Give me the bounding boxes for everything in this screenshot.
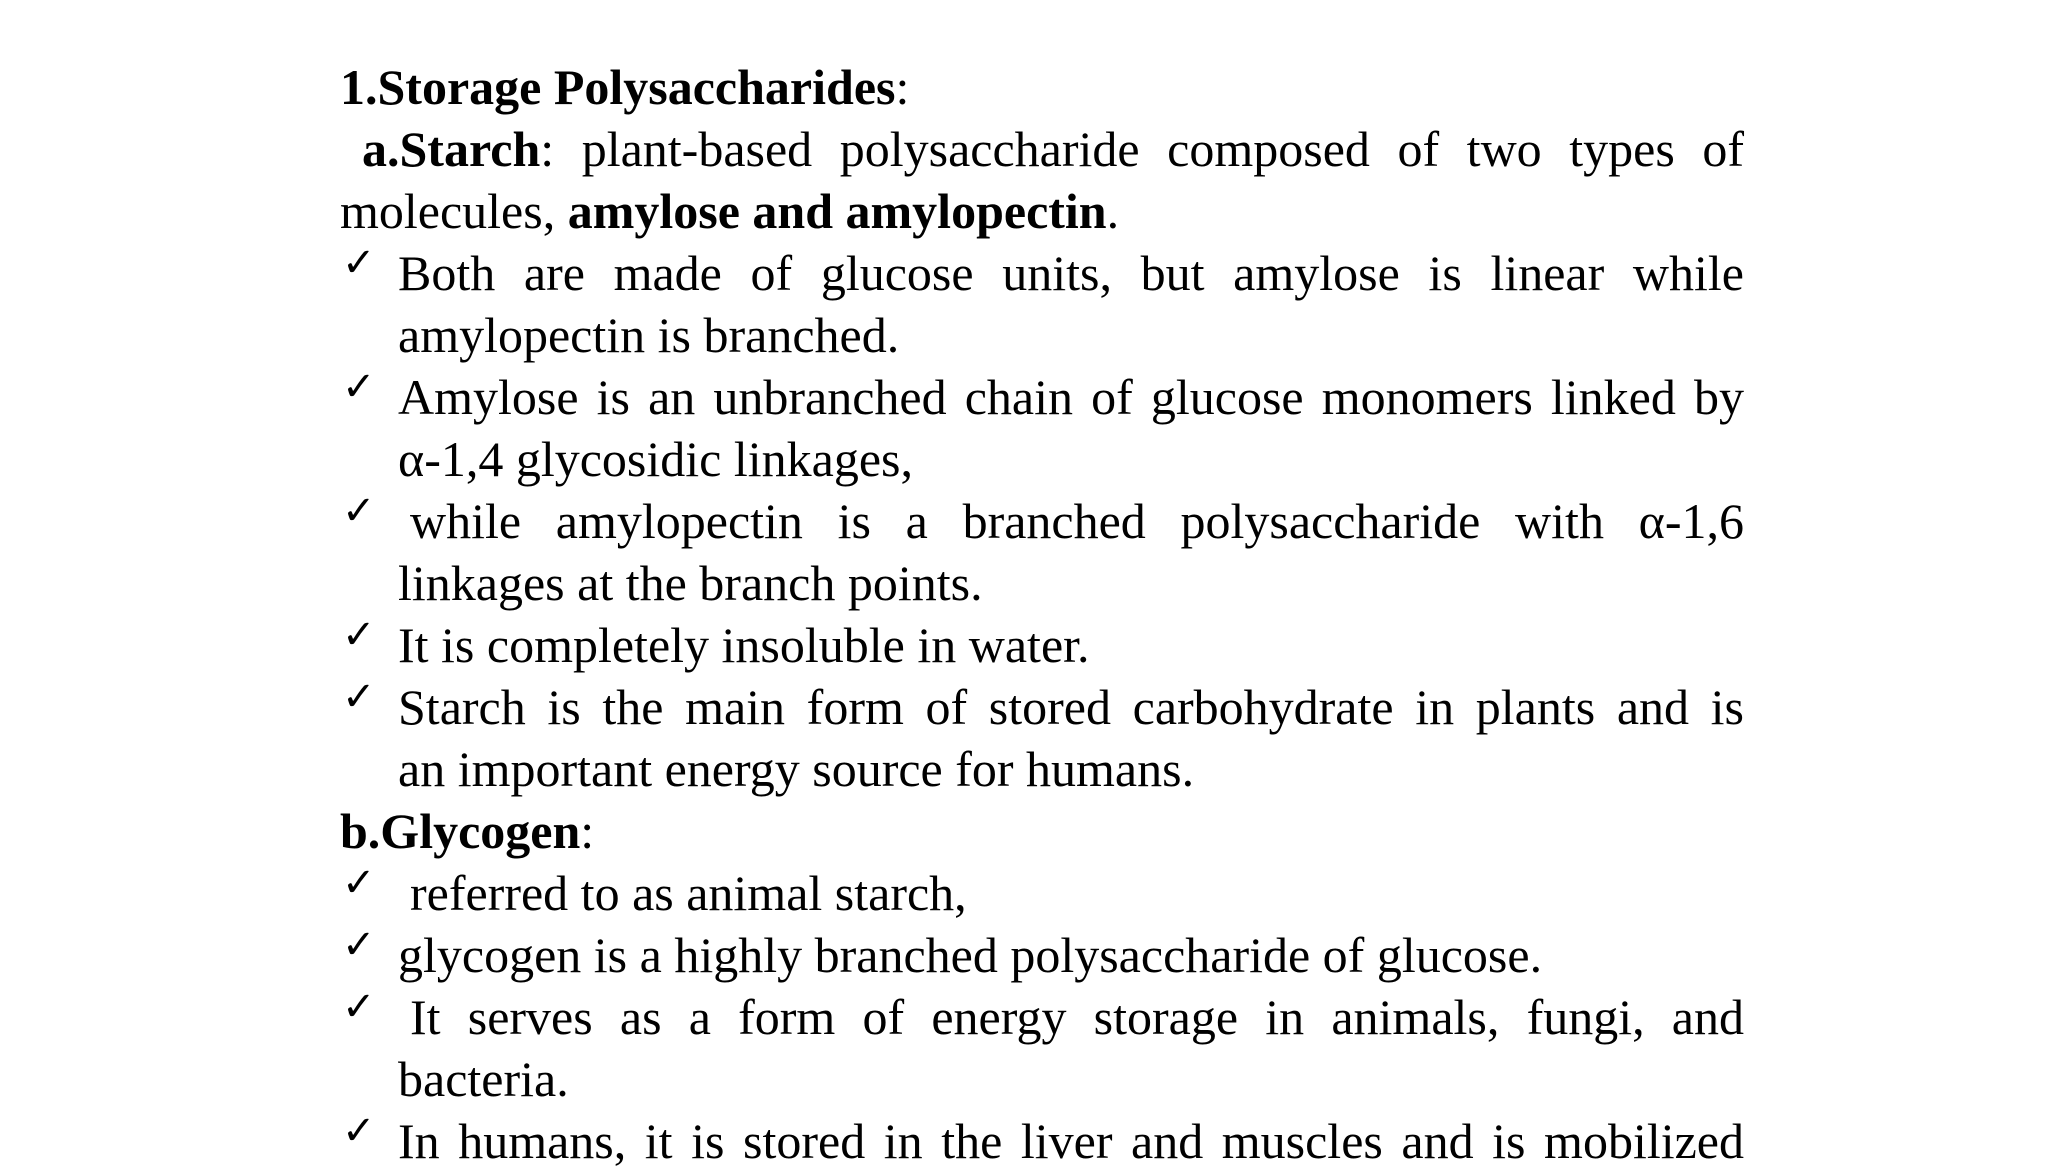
bullet-text: glycogen is a highly branched polysaccharide of glucose.	[398, 927, 1543, 983]
starch-label: a.Starch	[362, 121, 541, 177]
starch-intro-pre: molecules,	[340, 183, 568, 239]
glycogen-bullet-3	[340, 986, 1744, 1048]
starch-bullet-5-cont	[340, 738, 1744, 800]
bullet-text: It serves as a form of energy storage in animals, fungi, and	[410, 989, 1744, 1045]
check-icon: ✓	[342, 488, 376, 534]
check-icon: ✓	[342, 984, 376, 1030]
bullet-text: It is completely insoluble in water.	[398, 617, 1090, 673]
bullet-text: amylopectin is branched.	[398, 307, 900, 363]
starch-intro-text: : plant-based polysaccharide composed of two types of	[540, 121, 1744, 177]
bullet-text: Amylose is an unbranched chain of glucose monomers linked by	[398, 369, 1744, 425]
starch-intro-line-1	[340, 118, 1744, 180]
glycogen-colon: :	[580, 803, 595, 859]
check-icon: ✓	[342, 1108, 376, 1154]
bullet-text: Starch is the main form of stored carbohydrate in plants and is	[398, 679, 1744, 735]
starch-bullet-1-cont	[340, 304, 1744, 366]
starch-intro-line-2	[340, 180, 1744, 242]
bullet-text: bacteria.	[398, 1051, 569, 1107]
bullet-text: In humans, it is stored in the liver and muscles and is mobilized	[398, 1113, 1744, 1169]
check-icon: ✓	[342, 922, 376, 968]
bullet-text: α-1,4 glycosidic linkages,	[398, 431, 913, 487]
starch-bullet-1	[340, 242, 1744, 304]
starch-intro-bold: amylose and amylopectin	[567, 183, 1107, 239]
check-icon: ✓	[342, 674, 376, 720]
starch-bullet-3	[340, 490, 1744, 552]
glycogen-bullet-2	[340, 924, 1744, 986]
glycogen-heading	[340, 800, 1744, 862]
check-icon: ✓	[342, 240, 376, 286]
check-icon: ✓	[342, 612, 376, 658]
bullet-text: while amylopectin is a branched polysaccharide with α-1,6	[410, 493, 1744, 549]
glycogen-label: b.Glycogen	[340, 803, 581, 859]
glycogen-bullet-4	[340, 1110, 1744, 1172]
bullet-text: Both are made of glucose units, but amylose is linear while	[398, 245, 1744, 301]
starch-bullet-4	[340, 614, 1744, 676]
bullet-text: linkages at the branch points.	[398, 555, 983, 611]
starch-intro-post: .	[1106, 183, 1120, 239]
document-page	[340, 56, 1744, 1172]
section-heading-colon: :	[895, 59, 910, 115]
section-heading	[340, 56, 1744, 118]
bullet-text: referred to as animal starch,	[410, 865, 967, 921]
starch-bullet-2	[340, 366, 1744, 428]
starch-bullet-5	[340, 676, 1744, 738]
bullet-text: an important energy source for humans.	[398, 741, 1195, 797]
section-heading-title: 1.Storage Polysaccharides	[340, 59, 896, 115]
starch-bullet-3-cont	[340, 552, 1744, 614]
starch-bullet-2-cont	[340, 428, 1744, 490]
glycogen-bullet-1	[340, 862, 1744, 924]
check-icon: ✓	[342, 364, 376, 410]
glycogen-bullet-3-cont	[340, 1048, 1744, 1110]
check-icon: ✓	[342, 860, 376, 906]
